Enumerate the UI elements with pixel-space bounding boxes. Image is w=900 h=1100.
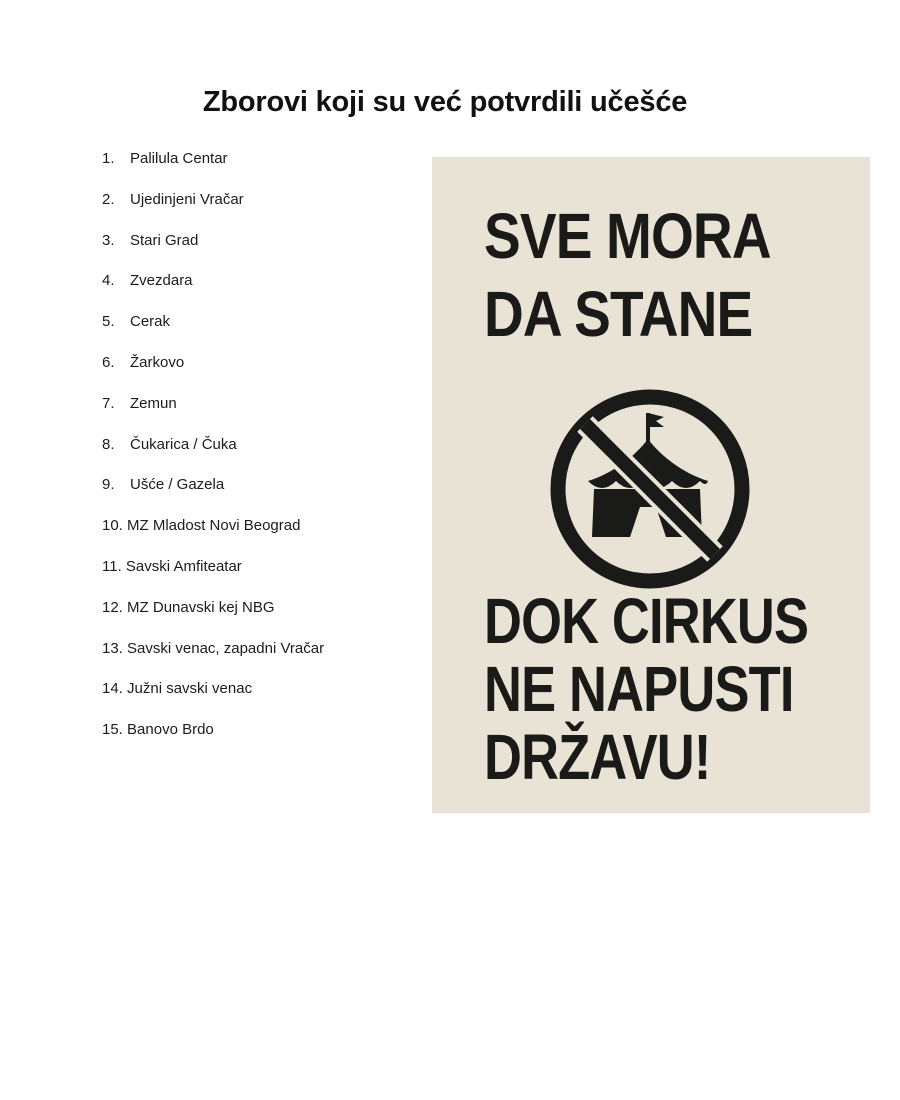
list-item-label: Ujedinjeni Vračar	[130, 190, 244, 208]
list-item	[102, 311, 324, 352]
list-item	[102, 352, 324, 393]
list-item-number: 3.	[102, 231, 115, 249]
protest-poster	[432, 157, 870, 813]
list-item	[102, 189, 324, 230]
list-item	[102, 393, 324, 434]
list-item-label: Ušće / Gazela	[130, 476, 225, 494]
list-item	[102, 270, 324, 311]
no-circus-tent-icon	[544, 383, 756, 595]
list-item-number: 10.	[102, 517, 123, 535]
list-item	[102, 678, 324, 719]
list-item-label: Čukarica / Čuka	[130, 435, 237, 453]
poster-headline	[484, 197, 861, 353]
list-item-number: 14.	[102, 680, 123, 698]
list-item-label: MZ Dunavski kej NBG	[127, 598, 275, 616]
list-item-number: 8.	[102, 435, 115, 453]
list-item-label: MZ Mladost Novi Beograd	[127, 517, 301, 535]
list-item-number: 2.	[102, 190, 115, 208]
list-item-number: 6.	[102, 353, 115, 371]
list-item-number: 15.	[102, 721, 123, 739]
list-item	[102, 148, 324, 189]
list-item-number: 5.	[102, 313, 115, 331]
poster-subheadline	[484, 587, 843, 791]
poster-line: NE NAPUSTI	[484, 653, 794, 725]
list-item-number: 4.	[102, 272, 115, 290]
list-item-number: 7.	[102, 394, 115, 412]
list-item-number: 9.	[102, 476, 115, 494]
list-item-label: Stari Grad	[130, 231, 199, 249]
poster-line: DRŽAVU!	[484, 721, 711, 793]
list-item-label: Cerak	[130, 313, 171, 331]
page-title: Zborovi koji su već potvrdili učešće	[202, 86, 688, 118]
list-item	[102, 597, 324, 638]
list-item	[102, 474, 324, 515]
list-item	[102, 515, 324, 556]
list-item-label: Zemun	[130, 394, 177, 412]
list-item-label: Savski venac, zapadni Vračar	[127, 639, 325, 657]
list-item	[102, 556, 324, 597]
list-item-number: 12.	[102, 598, 123, 616]
list-item-label: Južni savski venac	[127, 680, 253, 698]
list-item	[102, 230, 324, 271]
list-item	[102, 434, 324, 475]
list-item	[102, 638, 324, 679]
list-item-label: Zvezdara	[130, 272, 193, 290]
list-item-label: Savski Amfiteatar	[125, 557, 242, 575]
list-item-label: Banovo Brdo	[127, 721, 214, 739]
poster-line: DOK CIRKUS	[484, 585, 809, 657]
poster-line: SVE MORA	[484, 200, 771, 272]
list-item-label: Palilula Centar	[130, 150, 228, 167]
list-item-label: Žarkovo	[130, 353, 185, 371]
list-item-number: 1.	[102, 150, 115, 167]
list-item-number: 13.	[102, 639, 123, 657]
list-item-number: 11.	[102, 557, 122, 575]
list-item	[102, 719, 324, 760]
poster-line: DA STANE	[484, 278, 753, 350]
assembly-list	[102, 148, 324, 760]
